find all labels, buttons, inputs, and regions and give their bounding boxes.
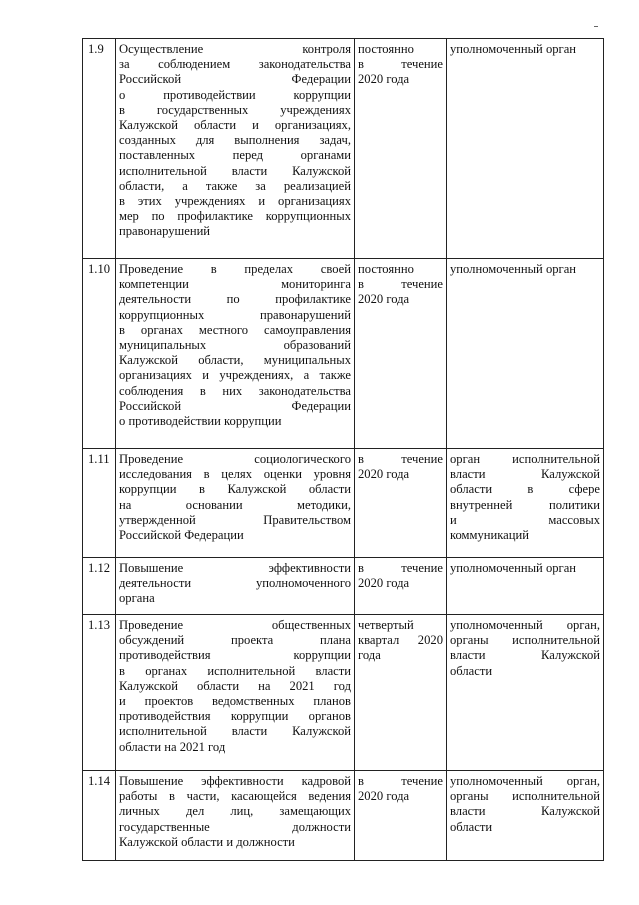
executor-cell-line: и массовых <box>450 512 600 527</box>
executor-cell-line: уполномоченный орган, <box>450 618 600 632</box>
activity-cell-line: о противодействии коррупции <box>119 414 282 429</box>
activity-cell-line: Калужской области и организациях, <box>119 118 351 133</box>
activity-cell-line: области на 2021 год <box>119 739 226 754</box>
executor-cell-line: власти Калужской <box>450 467 600 482</box>
term-cell-line: года <box>358 648 381 663</box>
activity-cell-line: организациях и учреждениях, а также <box>119 368 351 383</box>
item-number: 1.9 <box>83 39 116 259</box>
executor-cell-line: власти Калужской <box>450 648 600 663</box>
executor-cell-line: орган исполнительной <box>450 452 600 466</box>
activity-cell-line: исследования в целях оценки уровня <box>119 467 351 482</box>
activity-cell-line: Российской Федерации <box>119 398 351 413</box>
activity-cell-line: обсуждений проекта плана <box>119 633 351 648</box>
activity-cell-line: муниципальных образований <box>119 338 351 353</box>
executor-cell-line: уполномоченный орган, <box>450 774 600 788</box>
activity-cell-line: поставленных перед органами <box>119 148 351 163</box>
activity-cell-line: противодействия коррупции органов <box>119 709 351 724</box>
activity-cell-line: и проектов ведомственных планов <box>119 694 351 709</box>
activity-cell-line: личных дел лиц, замещающих <box>119 804 351 819</box>
term-cell-line: 2020 года <box>358 576 410 591</box>
activity-cell-line: на основании методики, <box>119 497 351 512</box>
activity-cell-line: Калужской области и должности <box>119 834 295 849</box>
term-cell <box>355 558 447 615</box>
activity-cell <box>116 39 355 259</box>
activity-cell <box>116 771 355 861</box>
activity-cell <box>116 558 355 615</box>
executor-cell <box>447 259 604 449</box>
term-cell-line: 2020 года <box>358 292 410 307</box>
executor-cell <box>447 449 604 558</box>
table-body <box>83 39 604 861</box>
activity-cell-line: созданных для выполнения задач, <box>119 133 351 148</box>
activity-cell-line: Проведение социологического <box>119 452 351 466</box>
executor-cell-line: области в сфере <box>450 482 600 497</box>
table-row <box>83 558 604 615</box>
term-cell-line: квартал 2020 <box>358 633 443 648</box>
activity-cell-line: работы в части, касающейся ведения <box>119 789 351 804</box>
table-row <box>83 259 604 449</box>
activity-cell-line: Проведение в пределах своей <box>119 262 351 276</box>
item-number: 1.11 <box>83 449 116 558</box>
term-cell <box>355 449 447 558</box>
table-row <box>83 771 604 861</box>
term-cell-line: 2020 года <box>358 789 410 804</box>
term-cell-line: постоянно <box>358 42 414 56</box>
executor-cell <box>447 771 604 861</box>
executor-cell <box>447 39 604 259</box>
activity-cell-line: мер по профилактике коррупционных <box>119 209 351 224</box>
term-cell-line: 2020 года <box>358 467 410 482</box>
page-corner-mark <box>594 26 598 27</box>
term-cell-line: постоянно <box>358 262 414 276</box>
activity-cell <box>116 449 355 558</box>
activity-cell-line: Осуществление контроля <box>119 42 351 56</box>
activity-cell-line: в органах местного самоуправления <box>119 322 351 337</box>
item-number: 1.14 <box>83 771 116 861</box>
activity-cell-line: государственные должности <box>119 819 351 834</box>
table-row <box>83 449 604 558</box>
term-cell <box>355 259 447 449</box>
activity-cell-line: в государственных учреждениях <box>119 102 351 117</box>
activity-cell-line: Российской Федерации <box>119 72 351 87</box>
activity-cell-line: органа <box>119 591 155 606</box>
executor-cell-line: органы исполнительной <box>450 789 600 804</box>
executor-cell-line: коммуникаций <box>450 528 529 543</box>
executor-cell <box>447 615 604 771</box>
anticorruption-plan-table <box>82 38 604 861</box>
activity-cell-line: Проведение общественных <box>119 618 351 632</box>
executor-cell-line: области <box>450 819 493 834</box>
activity-cell-line: Повышение эффективности кадровой <box>119 774 351 788</box>
item-number: 1.13 <box>83 615 116 771</box>
executor-cell-line: уполномоченный орган <box>450 561 577 575</box>
term-cell-line: в течение <box>358 774 443 788</box>
activity-cell-line: в органах исполнительной власти <box>119 663 351 678</box>
activity-cell-line: Калужской области, муниципальных <box>119 353 351 368</box>
executor-cell-line: уполномоченный орган <box>450 42 577 56</box>
executor-cell-line: органы исполнительной <box>450 633 600 648</box>
activity-cell-line: области, а также за реализацией <box>119 178 351 193</box>
activity-cell-line: правонарушений <box>119 224 211 239</box>
term-cell-line: в течение <box>358 277 443 292</box>
activity-cell-line: деятельности по профилактике <box>119 292 351 307</box>
term-cell-line: в течение <box>358 57 443 72</box>
item-number: 1.10 <box>83 259 116 449</box>
executor-cell-line: области <box>450 663 493 678</box>
item-number: 1.12 <box>83 558 116 615</box>
activity-cell-line: коррупции в Калужской области <box>119 482 351 497</box>
activity-cell-line: Повышение эффективности <box>119 561 351 575</box>
activity-cell-line: за соблюдением законодательства <box>119 57 351 72</box>
term-cell-line: в течение <box>358 452 443 466</box>
term-cell <box>355 615 447 771</box>
activity-cell-line: утвержденной Правительством <box>119 512 351 527</box>
activity-cell-line: коррупционных правонарушений <box>119 307 351 322</box>
term-cell-line: 2020 года <box>358 72 410 87</box>
activity-cell-line: деятельности уполномоченного <box>119 576 351 591</box>
activity-cell-line: в этих учреждениях и организациях <box>119 194 351 209</box>
activity-cell <box>116 615 355 771</box>
executor-cell-line: власти Калужской <box>450 804 600 819</box>
activity-cell-line: Калужской области на 2021 год <box>119 678 351 693</box>
term-cell-line: в течение <box>358 561 443 575</box>
activity-cell-line: Российской Федерации <box>119 528 244 543</box>
term-cell-line: четвертый <box>358 618 414 632</box>
table-row <box>83 39 604 259</box>
executor-cell-line: внутренней политики <box>450 497 600 512</box>
activity-cell-line: компетенции мониторинга <box>119 277 351 292</box>
activity-cell-line: противодействия коррупции <box>119 648 351 663</box>
term-cell <box>355 771 447 861</box>
activity-cell-line: о противодействии коррупции <box>119 87 351 102</box>
executor-cell <box>447 558 604 615</box>
activity-cell <box>116 259 355 449</box>
activity-cell-line: соблюдения в них законодательства <box>119 383 351 398</box>
executor-cell-line: уполномоченный орган <box>450 262 577 276</box>
activity-cell-line: исполнительной власти Калужской <box>119 724 351 739</box>
activity-cell-line: исполнительной власти Калужской <box>119 163 351 178</box>
table-row <box>83 615 604 771</box>
term-cell <box>355 39 447 259</box>
